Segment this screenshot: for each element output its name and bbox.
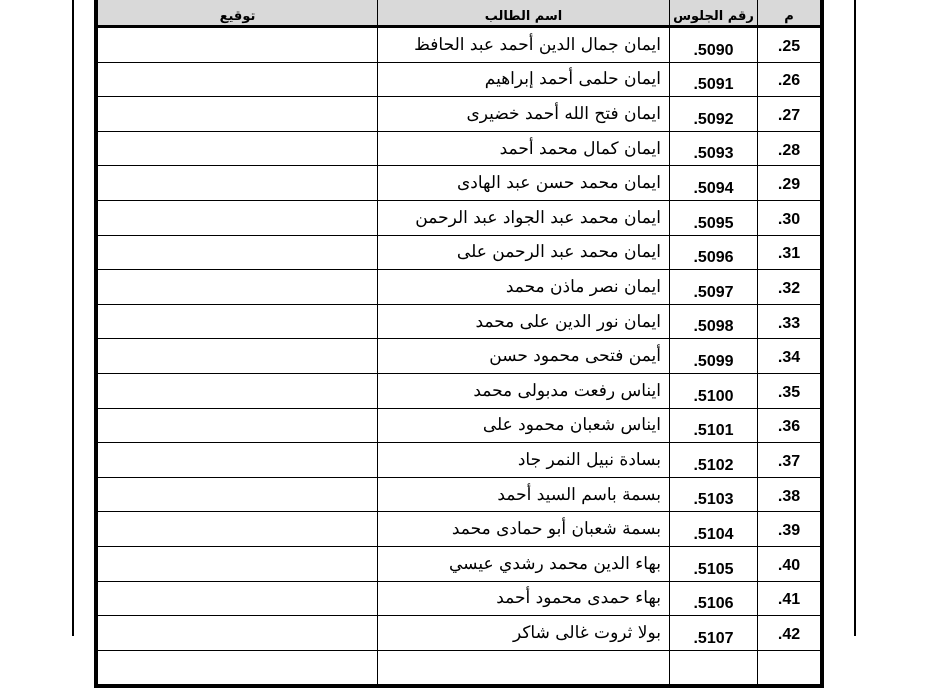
student-name: ايناس رفعت مدبولى محمد [378, 373, 670, 408]
student-name: بسادة نبيل النمر جاد [378, 443, 670, 478]
student-name: ايمان حلمى أحمد إبراهيم [378, 62, 670, 97]
row-number: 41. [758, 581, 821, 616]
signature-cell[interactable] [98, 616, 378, 651]
signature-cell[interactable] [98, 581, 378, 616]
header-student-name: اسم الطالب [378, 0, 670, 27]
signature-cell[interactable] [98, 235, 378, 270]
seat-number: 5093. [670, 131, 758, 166]
table-header-row [98, 0, 821, 27]
table-row [98, 166, 821, 201]
row-number: 34. [758, 339, 821, 374]
student-name: ايمان جمال الدين أحمد عبد الحافظ [378, 27, 670, 63]
seat-number: 5101. [670, 408, 758, 443]
row-number: 36. [758, 408, 821, 443]
signature-cell[interactable] [98, 408, 378, 443]
table-row [98, 62, 821, 97]
student-name: ايمان فتح الله أحمد خضيرى [378, 97, 670, 132]
table-row [98, 546, 821, 581]
table-row [98, 408, 821, 443]
students-table [97, 0, 821, 685]
signature-cell[interactable] [98, 131, 378, 166]
student-name: بسمة باسم السيد أحمد [378, 477, 670, 512]
table-row [98, 339, 821, 374]
seat-number: 5106. [670, 581, 758, 616]
student-name: ايمان كمال محمد أحمد [378, 131, 670, 166]
seat-number: 5091. [670, 62, 758, 97]
row-number: 32. [758, 270, 821, 305]
row-number: 27. [758, 97, 821, 132]
attendance-sheet [94, 0, 824, 688]
student-name: ايناس شعبان محمود على [378, 408, 670, 443]
signature-cell[interactable] [98, 339, 378, 374]
signature-cell[interactable] [98, 27, 378, 63]
signature-cell[interactable] [98, 512, 378, 547]
student-name: أيمن فتحى محمود حسن [378, 339, 670, 374]
seat-number [670, 650, 758, 685]
table-row [98, 477, 821, 512]
table-row [98, 373, 821, 408]
seat-number: 5092. [670, 97, 758, 132]
seat-number: 5107. [670, 616, 758, 651]
seat-number: 5102. [670, 443, 758, 478]
seat-number: 5105. [670, 546, 758, 581]
signature-cell[interactable] [98, 166, 378, 201]
table-row [98, 131, 821, 166]
signature-cell[interactable] [98, 62, 378, 97]
signature-cell[interactable] [98, 97, 378, 132]
table-row [98, 27, 821, 63]
signature-cell[interactable] [98, 650, 378, 685]
table-row [98, 443, 821, 478]
signature-cell[interactable] [98, 200, 378, 235]
seat-number: 5097. [670, 270, 758, 305]
student-name: بهاء حمدى محمود أحمد [378, 581, 670, 616]
seat-number: 5094. [670, 166, 758, 201]
table-row [98, 304, 821, 339]
row-number: 35. [758, 373, 821, 408]
seat-number: 5104. [670, 512, 758, 547]
student-name: ايمان محمد عبد الجواد عبد الرحمن [378, 200, 670, 235]
seat-number: 5100. [670, 373, 758, 408]
row-number: 25. [758, 27, 821, 63]
student-name: بسمة شعبان أبو حمادى محمد [378, 512, 670, 547]
student-name [378, 650, 670, 685]
table-row [98, 200, 821, 235]
row-number: 37. [758, 443, 821, 478]
student-name: بهاء الدين محمد رشدي عيسي [378, 546, 670, 581]
student-name: ايمان نصر ماذن محمد [378, 270, 670, 305]
signature-cell[interactable] [98, 477, 378, 512]
row-number: 42. [758, 616, 821, 651]
seat-number: 5098. [670, 304, 758, 339]
header-signature: توقيع [98, 0, 378, 27]
table-body [98, 27, 821, 685]
seat-number: 5095. [670, 200, 758, 235]
row-number [758, 650, 821, 685]
signature-cell[interactable] [98, 304, 378, 339]
row-number: 39. [758, 512, 821, 547]
seat-number: 5096. [670, 235, 758, 270]
student-name: ايمان محمد عبد الرحمن على [378, 235, 670, 270]
seat-number: 5099. [670, 339, 758, 374]
table-row [98, 650, 821, 685]
row-number: 29. [758, 166, 821, 201]
row-number: 38. [758, 477, 821, 512]
row-number: 40. [758, 546, 821, 581]
row-number: 31. [758, 235, 821, 270]
seat-number: 5103. [670, 477, 758, 512]
signature-cell[interactable] [98, 373, 378, 408]
seat-number: 5090. [670, 27, 758, 63]
row-number: 33. [758, 304, 821, 339]
signature-cell[interactable] [98, 546, 378, 581]
table-row [98, 581, 821, 616]
header-seat-number: رقم الجلوس [670, 0, 758, 27]
student-name: ايمان نور الدين على محمد [378, 304, 670, 339]
table-row [98, 270, 821, 305]
table-row [98, 512, 821, 547]
student-name: بولا ثروت غالى شاكر [378, 616, 670, 651]
row-number: 30. [758, 200, 821, 235]
row-number: 28. [758, 131, 821, 166]
signature-cell[interactable] [98, 443, 378, 478]
table-row [98, 616, 821, 651]
row-number: 26. [758, 62, 821, 97]
student-name: ايمان محمد حسن عبد الهادى [378, 166, 670, 201]
table-row [98, 235, 821, 270]
table-row [98, 97, 821, 132]
signature-cell[interactable] [98, 270, 378, 305]
header-number: م [758, 0, 821, 27]
